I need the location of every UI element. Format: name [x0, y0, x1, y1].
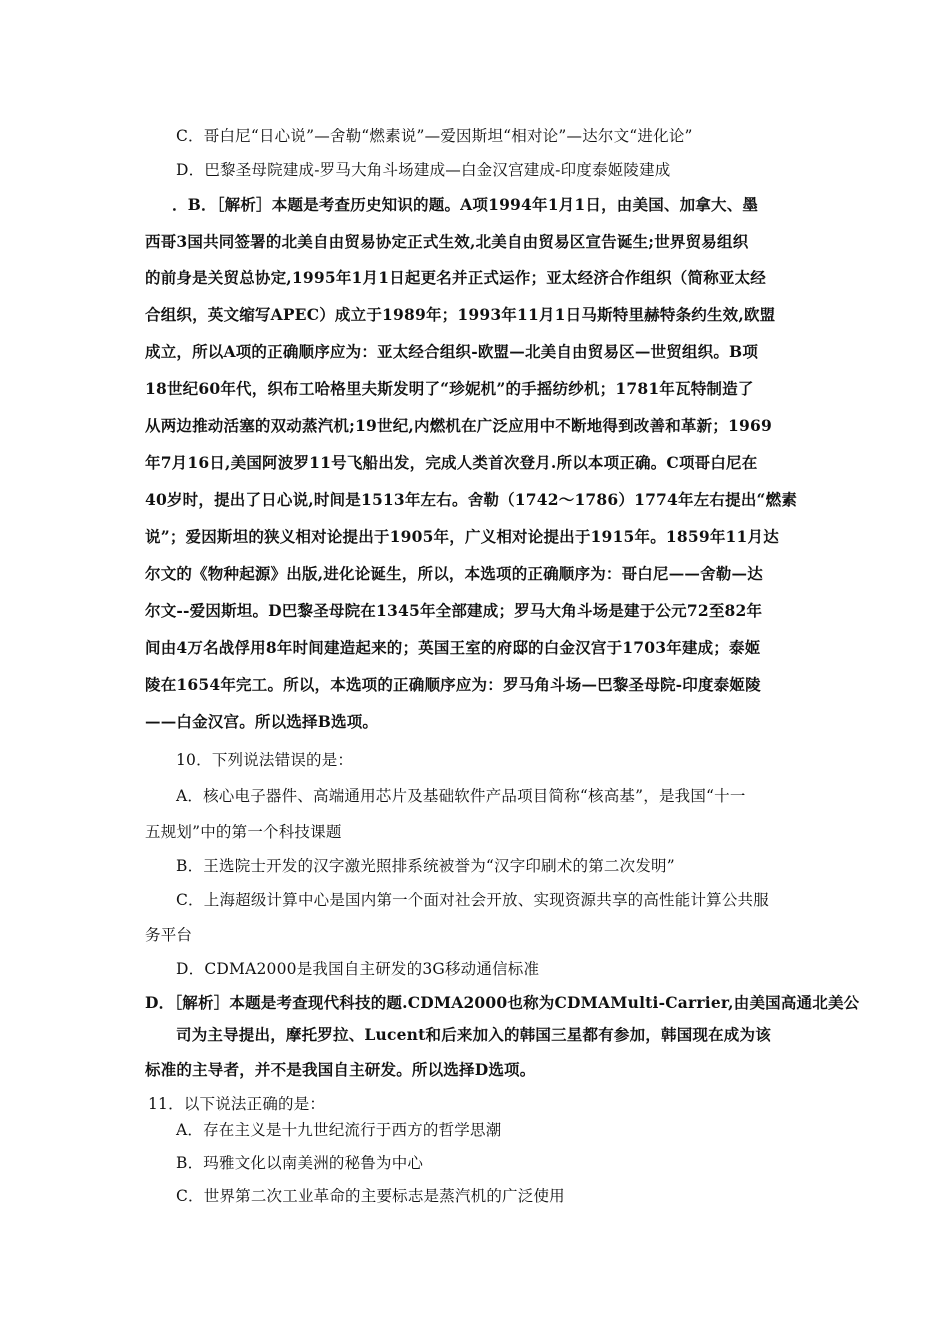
q10-option-b: B．王选院士开发的汉字激光照排系统被誉为“汉字印刷术的第二次发明”	[176, 857, 675, 875]
q9-answer-line-8: 年7月16日,美国阿波罗11号飞船出发，完成人类首次登月.所以本项正确。C项哥白尼在	[145, 453, 758, 472]
q10-option-c-line-2: 务平台	[145, 926, 193, 944]
q9-answer-line-2: 西哥3国共同签署的北美自由贸易协定正式生效,北美自由贸易区宣告诞生;世界贸易组织	[145, 232, 749, 251]
q10-answer-line-1: D．［解析］本题是考查现代科技的题.CDMA2000也称为CDMAMulti-Carrier,由美国高通北美公	[145, 993, 860, 1012]
q9-answer-line-10: 说”；爱因斯坦的狭义相对论提出于1905年，广义相对论提出于1915年。1859年11月达	[145, 527, 779, 546]
q11-option-c: C．世界第二次工业革命的主要标志是蒸汽机的广泛使用	[176, 1187, 565, 1205]
q9-option-d: D．巴黎圣母院建成-罗马大角斗场建成—白金汉宫建成-印度泰姬陵建成	[176, 161, 671, 179]
q10-option-a-line-2: 五规划”中的第一个科技课题	[145, 823, 342, 841]
q9-answer-line-14: 陵在1654年完工。所以，本选项的正确顺序应为：罗马角斗场—巴黎圣母院-印度泰姬陵	[145, 675, 761, 694]
q9-answer-line-6: 18世纪60年代，织布工哈格里夫斯发明了“珍妮机”的手摇纺纱机；1781年瓦特制造了	[145, 379, 754, 398]
q11-option-a: A．存在主义是十九世纪流行于西方的哲学思潮	[176, 1121, 502, 1139]
q10-option-c-line-1: C．上海超级计算中心是国内第一个面对社会开放、实现资源共享的高性能计算公共服	[176, 891, 769, 909]
q11-option-b: B．玛雅文化以南美洲的秘鲁为中心	[176, 1154, 424, 1172]
q10-option-a-line-1: A．核心电子器件、高端通用芯片及基础软件产品项目简称“核高基”，是我国“十一	[176, 787, 746, 805]
q10-option-d: D．CDMA2000是我国自主研发的3G移动通信标准	[176, 960, 540, 978]
q9-answer-line-11: 尔文的《物种起源》出版,进化论诞生，所以，本选项的正确顺序为：哥白尼——舍勒—达	[145, 564, 763, 583]
q10-stem: 10．下列说法错误的是：	[176, 751, 354, 769]
q9-answer-line-7: 从两边推动活塞的双动蒸汽机;19世纪,内燃机在广泛应用中不断地得到改善和革新；1969	[145, 416, 772, 435]
q9-answer-line-1: ．B．［解析］本题是考查历史知识的题。A项1994年1月1日，由美国、加拿大、墨	[172, 195, 759, 214]
q9-answer-line-15: ——白金汉宫。所以选择B选项。	[145, 712, 379, 731]
q9-answer-line-13: 间由4万名战俘用8年时间建造起来的；英国王室的府邸的白金汉宫于1703年建成；泰姬	[145, 638, 761, 657]
q9-option-c: C．哥白尼“日心说”—舍勒“燃素说”—爱因斯坦“相对论”—达尔文“进化论”	[176, 127, 693, 145]
q9-answer-line-12: 尔文--爱因斯坦。D巴黎圣母院在1345年全部建成；罗马大角斗场是建于公元72至82年	[145, 601, 763, 620]
q9-answer-line-5: 成立，所以A项的正确顺序应为：亚太经合组织-欧盟—北美自由贸易区—世贸组织。B项	[145, 342, 759, 361]
q9-answer-line-3: 的前身是关贸总协定,1995年1月1日起更名并正式运作；亚太经济合作组织（简称亚太经	[145, 268, 767, 287]
q10-answer-line-3: 标准的主导者，并不是我国自主研发。所以选择D选项。	[145, 1060, 536, 1079]
q10-answer-line-2: 司为主导提出，摩托罗拉、Lucent和后来加入的韩国三星都有参加，韩国现在成为该	[176, 1025, 771, 1044]
q11-stem: 11．以下说法正确的是：	[148, 1095, 326, 1113]
q9-answer-line-9: 40岁时，提出了日心说,时间是1513年左右。舍勒（1742～1786）1774年左右提出“燃素	[145, 490, 798, 509]
q9-answer-line-4: 合组织，英文缩写APEC）成立于1989年；1993年11月1日马斯特里赫特条约生效,欧盟	[145, 305, 776, 324]
